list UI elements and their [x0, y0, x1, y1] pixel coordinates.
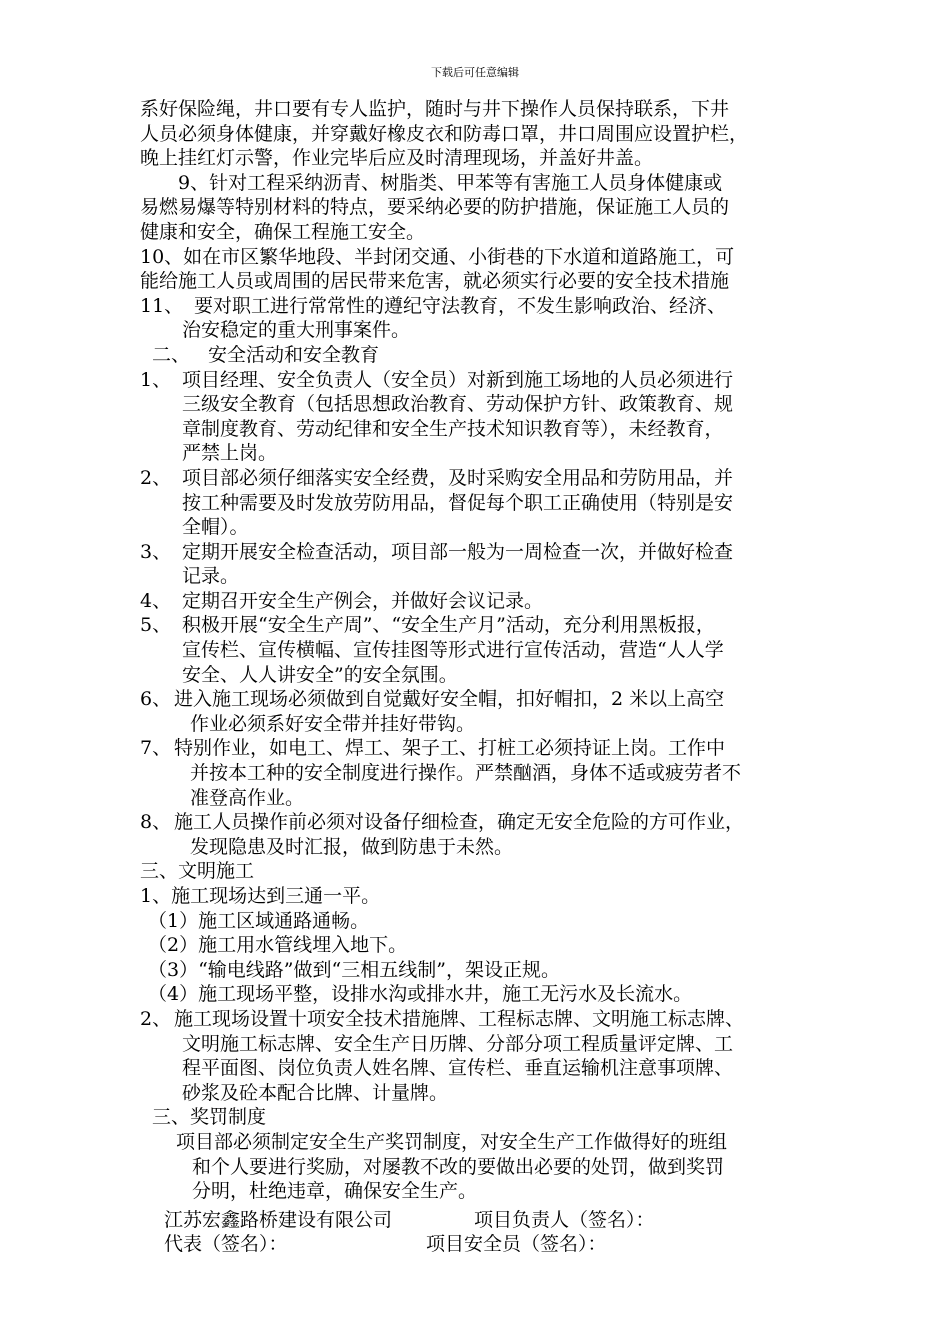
- reward-paragraph: [140, 1130, 830, 1204]
- text-line: 特别作业，如电工、焊工、架子工、打桩工必须持证上岗。工作中: [174, 737, 726, 760]
- list-item: （4）施工现场平整，设排水沟或排水井，施工无污水及长流水。: [148, 983, 693, 1006]
- text-line: 章制度教育、劳动纪律和安全生产技术知识教育等），未经教育，: [182, 417, 724, 440]
- company-name: 江苏宏鑫路桥建设有限公司: [164, 1208, 393, 1231]
- manager-signature-label: 项目负责人（签名）：: [474, 1208, 655, 1231]
- list-item: [140, 466, 830, 540]
- text-line: 三级安全教育（包括思想政治教育、劳动保护方针、政策教育、规: [182, 393, 734, 416]
- item-text: [174, 687, 724, 736]
- item-number: 4、: [140, 589, 172, 612]
- list-item: [140, 540, 830, 589]
- list-item: [140, 810, 830, 859]
- list-item-signs: [140, 1007, 830, 1105]
- text-line: 晚上挂红灯示警，作业完毕后应及时清理现场，并盖好井盖。: [140, 147, 654, 170]
- text-line: 并按本工种的安全制度进行操作。严禁酗酒，身体不适或疲劳者不: [190, 762, 742, 785]
- text-line: 进入施工现场必须做到自觉戴好安全帽，扣好帽扣，2 米以上高空: [174, 688, 725, 711]
- text-line: 定期开展安全检查活动，项目部一般为一周检查一次，并做好检查: [182, 540, 734, 563]
- section-heading-2: [140, 343, 830, 368]
- item-number: 6、: [140, 688, 172, 711]
- list-item: [140, 687, 830, 736]
- item-number: 8、: [140, 811, 172, 834]
- text-line: 系好保险绳，井口要有专人监护，随时与井下操作人员保持联系，下井: [140, 98, 730, 120]
- page-header-note: 下载后可任意编辑: [431, 66, 519, 79]
- item-text: [182, 589, 543, 614]
- text-line: 健康和安全，确保工程施工安全。: [140, 220, 426, 243]
- safety-education-list: [140, 368, 830, 860]
- item-number: 7、: [140, 737, 172, 760]
- text-line: 人员必须身体健康，并穿戴好橡皮衣和防毒口罩，井口周围应设置护栏，: [140, 122, 749, 145]
- text-line: 施工现场设置十项安全技术措施牌、工程标志牌、文明施工标志牌、: [174, 1007, 745, 1030]
- text-line: 项目部必须制定安全生产奖罚制度，对安全生产工作做得好的班组: [176, 1130, 728, 1153]
- intro-paragraphs: [140, 97, 830, 294]
- section-heading-3: 三、文明施工: [140, 860, 255, 883]
- item-number: 2、: [140, 466, 172, 489]
- item-text: [182, 368, 733, 466]
- safety-officer-signature-label: 项目安全员（签名）：: [426, 1233, 607, 1256]
- text-line: 要对职工进行常常性的遵纪守法教育，不发生影响政治、经济、: [194, 294, 727, 317]
- text-line: 文明施工标志牌、安全生产日历牌、分部分项工程质量评定牌、工: [182, 1032, 734, 1055]
- item-number: 5、: [140, 614, 172, 637]
- text-line: 施工人员操作前必须对设备仔细检查，确定无安全危险的方可作业，: [174, 811, 745, 834]
- list-item: （3）“输电线路”做到“三相五线制”，架设正规。: [148, 958, 560, 981]
- item-number: 3、: [140, 540, 172, 563]
- text-line: 准登高作业。: [190, 786, 305, 809]
- item-text: [174, 1007, 744, 1105]
- list-item: [140, 589, 830, 614]
- rep-signature-label: 代表（签名）：: [164, 1233, 288, 1256]
- item-text: [182, 613, 724, 687]
- section-number: 二、: [152, 343, 191, 366]
- list-item: （2）施工用水管线埋入地下。: [148, 934, 408, 957]
- text-line: 和个人要进行奖励，对屡教不改的要做出必要的处罚，做到奖罚: [192, 1155, 725, 1178]
- text-line: 按工种需要及时发放劳防用品，督促每个职工正确使用（特别是安: [182, 491, 734, 514]
- list-item-11: [140, 294, 830, 343]
- text-line: 严禁上岗。: [182, 442, 278, 465]
- text-line: 分明，杜绝违章，确保安全生产。: [192, 1180, 478, 1203]
- item-text: [182, 540, 733, 589]
- item-text: [182, 294, 726, 343]
- text-line: 项目部必须仔细落实安全经费，及时采购安全用品和劳防用品，并: [182, 466, 734, 489]
- text-line: 积极开展“安全生产周”、“安全生产月”活动，充分利用黑板报，: [182, 614, 715, 637]
- document-body: [140, 97, 830, 1257]
- text-line: 安全、人人讲安全”的安全氛围。: [182, 663, 458, 686]
- text-line: 能给施工人员或周围的居民带来危害，就必须实行必要的安全技术措施: [140, 270, 730, 293]
- item-number: 11、: [140, 294, 184, 317]
- list-item: 1、施工现场达到三通一平。: [140, 885, 381, 907]
- list-item: [140, 736, 830, 810]
- list-item: [140, 368, 830, 466]
- item-number: 2、: [140, 1007, 172, 1030]
- text-line: 发现隐患及时汇报，做到防患于未然。: [190, 835, 514, 858]
- text-line: 治安稳定的重大刑事案件。: [182, 319, 411, 342]
- text-line: 定期召开安全生产例会，并做好会议记录。: [182, 589, 544, 612]
- list-item: （1）施工区域通路通畅。: [148, 909, 370, 932]
- text-line: 全帽）。: [182, 516, 249, 539]
- signature-row-1: [140, 1208, 830, 1233]
- item-text: [174, 810, 744, 859]
- text-line: 砂浆及砼本配合比牌、计量牌。: [182, 1081, 449, 1104]
- text-line: 9、针对工程采纳沥青、树脂类、甲苯等有害施工人员身体健康或: [140, 171, 723, 194]
- list-item: [140, 613, 830, 687]
- text-line: 作业必须系好安全带并挂好带钩。: [190, 712, 476, 735]
- text-line: 10、如在市区繁华地段、半封闭交通、小街巷的下水道和道路施工，可: [140, 245, 735, 268]
- text-line: 程平面图、岗位负责人姓名牌、宣传栏、垂直运输机注意事项牌、: [182, 1057, 734, 1080]
- text-line: 宣传栏、宣传横幅、宣传挂图等形式进行宣传活动，营造“人人学: [182, 639, 724, 662]
- text-line: 项目经理、安全负责人（安全员）对新到施工场地的人员必须进行: [182, 368, 734, 391]
- section-title: 安全活动和安全教育: [208, 343, 380, 366]
- section-heading-4: 三、奖罚制度: [152, 1106, 267, 1129]
- text-line: 易燃易爆等特别材料的特点，要采纳必要的防护措施，保证施工人员的: [140, 196, 730, 219]
- text-line: 记录。: [182, 565, 240, 588]
- item-number: 1、: [140, 368, 172, 391]
- item-text: [182, 466, 733, 540]
- signature-row-2: [140, 1232, 830, 1257]
- item-text: [174, 736, 741, 810]
